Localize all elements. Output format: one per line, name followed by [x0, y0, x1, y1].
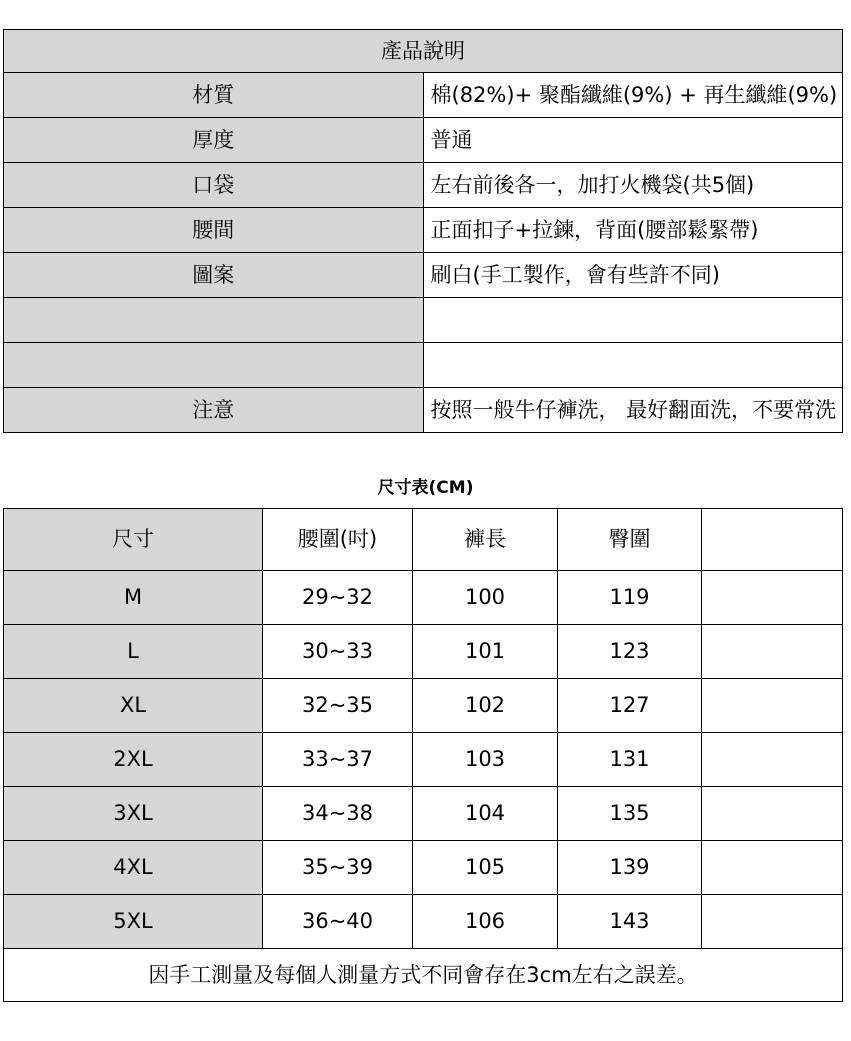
- row-label-pockets: 口袋: [4, 163, 424, 208]
- empty-cell: [702, 733, 843, 787]
- row-value-pockets: 左右前後各一，加打火機袋(共5個): [423, 163, 843, 208]
- waist-cell: 29~32: [263, 571, 413, 625]
- size-cell: 3XL: [4, 787, 263, 841]
- size-cell: XL: [4, 679, 263, 733]
- row-label-care: 注意: [4, 388, 424, 433]
- empty-cell: [702, 571, 843, 625]
- product-description-table: [3, 29, 843, 433]
- table-row: [4, 571, 843, 625]
- table-row: [4, 787, 843, 841]
- hip-cell: 119: [558, 571, 702, 625]
- header-length: 褲長: [413, 509, 558, 571]
- table-header-row: [4, 30, 843, 73]
- row-label-material: 材質: [4, 73, 424, 118]
- table-row: [4, 163, 843, 208]
- waist-cell: 30~33: [263, 625, 413, 679]
- length-cell: 100: [413, 571, 558, 625]
- table-row: [4, 118, 843, 163]
- measurement-note: 因手工測量及每個人測量方式不同會存在3cm左右之誤差。: [4, 949, 843, 1002]
- table-row: [4, 625, 843, 679]
- size-cell: 2XL: [4, 733, 263, 787]
- table-row: [4, 895, 843, 949]
- empty-cell: [702, 895, 843, 949]
- table-row-empty: [4, 298, 843, 343]
- description-title: 產品說明: [4, 30, 843, 73]
- empty-cell: [702, 625, 843, 679]
- table-row: [4, 679, 843, 733]
- row-value-waist: 正面扣子+拉鍊，背面(腰部鬆緊帶): [423, 208, 843, 253]
- header-empty: [702, 509, 843, 571]
- hip-cell: 123: [558, 625, 702, 679]
- waist-cell: 35~39: [263, 841, 413, 895]
- hip-cell: 131: [558, 733, 702, 787]
- size-cell: M: [4, 571, 263, 625]
- hip-cell: 143: [558, 895, 702, 949]
- note-row: [4, 949, 843, 1002]
- size-header-row: [4, 509, 843, 571]
- size-chart-table: [3, 508, 843, 1002]
- hip-cell: 139: [558, 841, 702, 895]
- row-label-pattern: 圖案: [4, 253, 424, 298]
- waist-cell: 32~35: [263, 679, 413, 733]
- row-value-care: 按照一般牛仔褲洗， 最好翻面洗，不要常洗: [423, 388, 843, 433]
- length-cell: 102: [413, 679, 558, 733]
- empty-cell: [702, 787, 843, 841]
- table-row: [4, 73, 843, 118]
- table-row: [4, 208, 843, 253]
- table-row: [4, 253, 843, 298]
- waist-cell: 33~37: [263, 733, 413, 787]
- empty-cell: [702, 679, 843, 733]
- hip-cell: 127: [558, 679, 702, 733]
- row-label-empty: [4, 298, 424, 343]
- row-value-material: 棉(82%)+ 聚酯纖維(9%) + 再生纖維(9%): [423, 73, 843, 118]
- row-value-empty: [423, 298, 843, 343]
- table-row: [4, 388, 843, 433]
- waist-cell: 36~40: [263, 895, 413, 949]
- row-value-empty: [423, 343, 843, 388]
- waist-cell: 34~38: [263, 787, 413, 841]
- table-row: [4, 841, 843, 895]
- header-waist: 腰圍(吋): [263, 509, 413, 571]
- hip-cell: 135: [558, 787, 702, 841]
- row-value-pattern: 刷白(手工製作，會有些許不同): [423, 253, 843, 298]
- row-label-empty: [4, 343, 424, 388]
- length-cell: 103: [413, 733, 558, 787]
- header-hip: 臀圍: [558, 509, 702, 571]
- table-row: [4, 733, 843, 787]
- length-cell: 104: [413, 787, 558, 841]
- header-size: 尺寸: [4, 509, 263, 571]
- size-cell: 5XL: [4, 895, 263, 949]
- size-chart-title: 尺寸表(CM): [377, 478, 474, 498]
- length-cell: 106: [413, 895, 558, 949]
- empty-cell: [702, 841, 843, 895]
- length-cell: 101: [413, 625, 558, 679]
- size-cell: L: [4, 625, 263, 679]
- length-cell: 105: [413, 841, 558, 895]
- row-label-waist: 腰間: [4, 208, 424, 253]
- table-row-empty: [4, 343, 843, 388]
- row-label-thickness: 厚度: [4, 118, 424, 163]
- row-value-thickness: 普通: [423, 118, 843, 163]
- size-cell: 4XL: [4, 841, 263, 895]
